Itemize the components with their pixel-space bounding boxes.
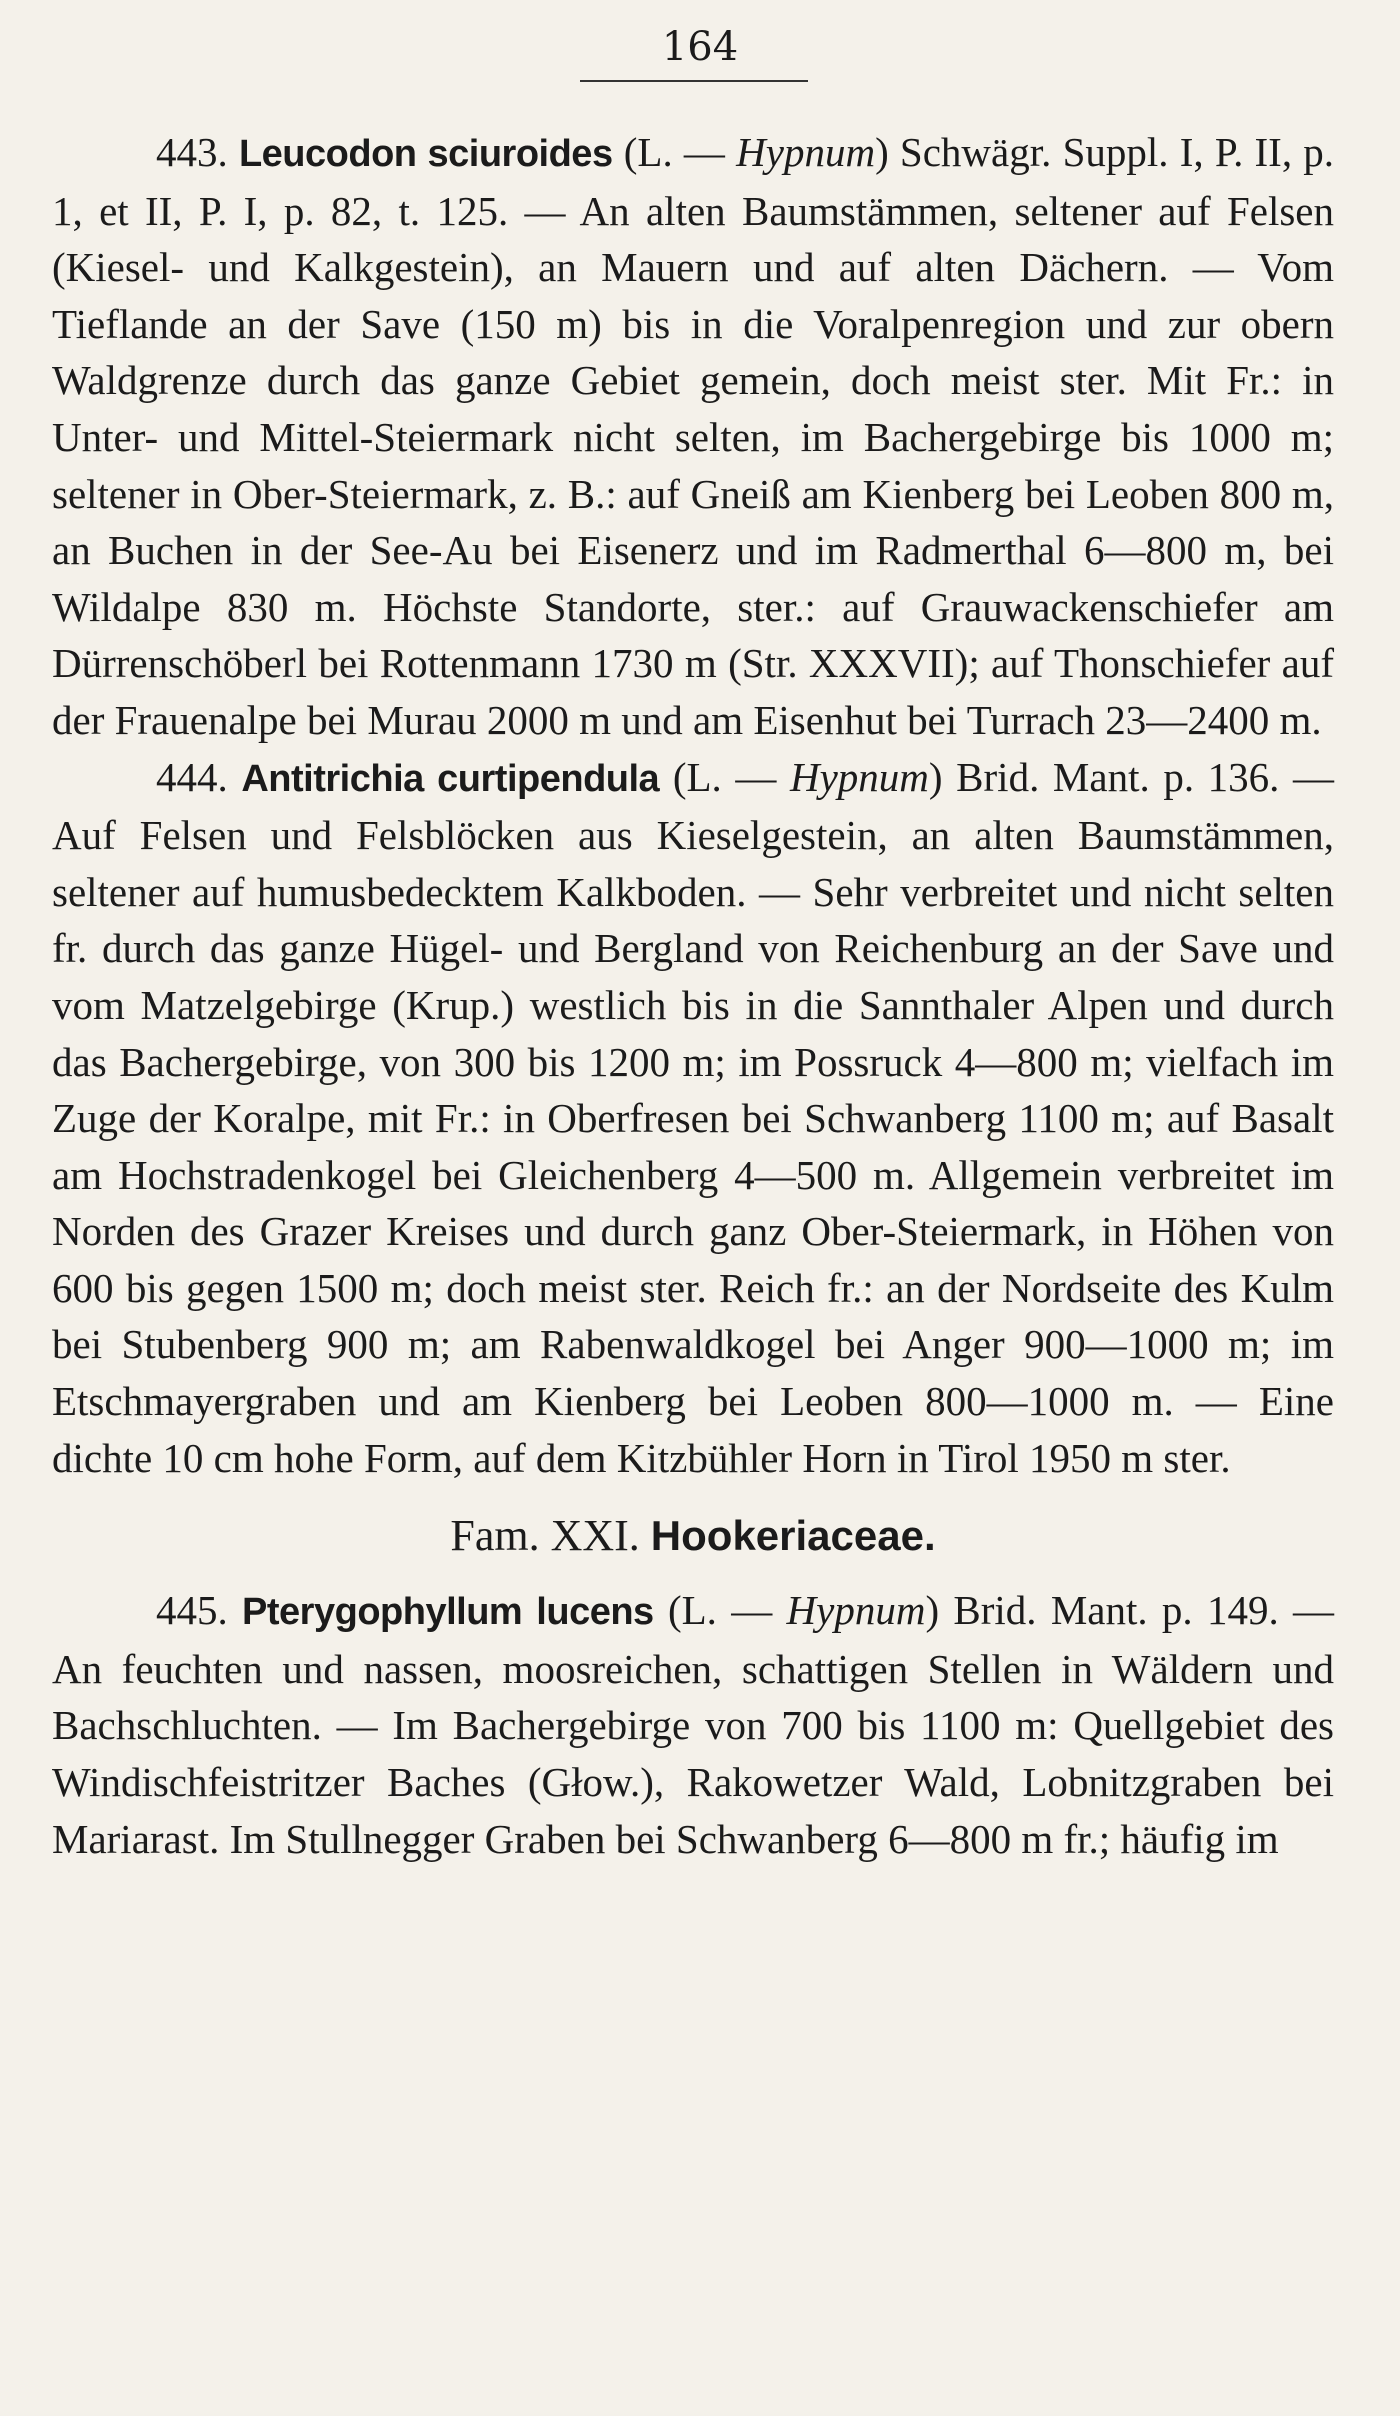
- species-entry-443: [52, 124, 1334, 749]
- entry-number: 443.: [156, 129, 228, 175]
- author-genus: Hypnum: [786, 1587, 926, 1634]
- species-name: Antitrichia curtipendula: [241, 757, 660, 800]
- species-name: Pterygophyllum lucens: [242, 1591, 654, 1634]
- body-text: [52, 124, 1334, 1867]
- header-rule: [580, 80, 808, 82]
- family-name: Hookeriaceae.: [650, 1512, 936, 1560]
- species-entry-444: [52, 749, 1334, 1487]
- family-label: Fam. XXI.: [450, 1511, 640, 1561]
- entry-number: 445.: [156, 1587, 228, 1634]
- author-genus: Hypnum: [789, 753, 929, 800]
- family-heading: [52, 1508, 1334, 1564]
- author-open: (L. —: [667, 1587, 787, 1634]
- species-entry-445: [52, 1582, 1334, 1867]
- entry-number: 444.: [156, 753, 228, 800]
- author-close: ): [875, 129, 889, 175]
- author-open: (L. —: [672, 753, 790, 800]
- species-name: Leucodon sciuroides: [238, 133, 613, 175]
- author-close: ): [928, 753, 943, 800]
- page-number: 164: [661, 24, 739, 70]
- author-close: ): [925, 1587, 940, 1634]
- entry-text: Brid. Mant. p. 149. — An feuchten und nassen, moosreichen, schattigen Stellen in Wäldern und Bachschluchten. — Im Bachergebirge von 700 bis 1100 m: Quellgebiet des Windischfeistritzer Baches (Głow.), Rakowetzer Wald, Lobnitzgraben bei Mariarast. Im Stullnegger Graben bei Schwanberg 6—800 m fr.; häufig im: [52, 1587, 1335, 1862]
- entry-text: Schwägr. Suppl. I, P. II, p. 1, et II, P. I, p. 82, t. 125. — An alten Baumstämmen, seltener auf Felsen (Kiesel- und Kalkgestein), an Mauern und auf alten Dächern. — Vom Tieflande an der Save (150 m) bis in die Voralpenregion und zur obern Waldgrenze durch das ganze Gebiet gemein, doch meist ster. Mit Fr.: in Unter- und Mittel-Steiermark nicht selten, im Bachergebirge bis 1000 m; seltener in Ober-Steiermark, z. B.: auf Gneiß am Kienberg bei Leoben 800 m, an Buchen in der See-Au bei Eisenerz und im Radmerthal 6—800 m, bei Wildalpe 830 m. Höchste Standorte, ster.: auf Grauwackenschiefer am Dürrenschöberl bei Rottenmann 1730 m (Str. XXXVII); auf Thonschiefer auf der Frauenalpe bei Murau 2000 m und am Eisenhut bei Turrach 23—2400 m.: [52, 129, 1335, 743]
- author-open: (L. —: [623, 129, 737, 175]
- entry-text: Brid. Mant. p. 136. — Auf Felsen und Felsblöcken aus Kieselgestein, an alten Baumstämmen, seltener auf humusbedecktem Kalkboden. — Sehr verbreitet und nicht selten fr. durch das ganze Hügel- und Bergland von Reichenburg an der Save und vom Matzelgebirge (Krup.) westlich bis in die Sannthaler Alpen und durch das Bachergebirge, von 300 bis 1200 m; im Possruck 4—800 m; vielfach im Zuge der Koralpe, mit Fr.: in Oberfresen bei Schwanberg 1100 m; auf Basalt am Hochstradenkogel bei Gleichenberg 4—500 m. Allgemein verbreitet im Norden des Grazer Kreises und durch ganz Ober-Steiermark, in Höhen von 600 bis gegen 1500 m; doch meist ster. Reich fr.: an der Nordseite des Kulm bei Stubenberg 900 m; am Rabenwaldkogel bei Anger 900—1000 m; im Etschmayergraben und am Kienberg bei Leoben 800—1000 m. — Eine dichte 10 cm hohe Form, auf dem Kitzbühler Horn in Tirol 1950 m ster.: [52, 753, 1335, 1481]
- author-genus: Hypnum: [736, 129, 876, 175]
